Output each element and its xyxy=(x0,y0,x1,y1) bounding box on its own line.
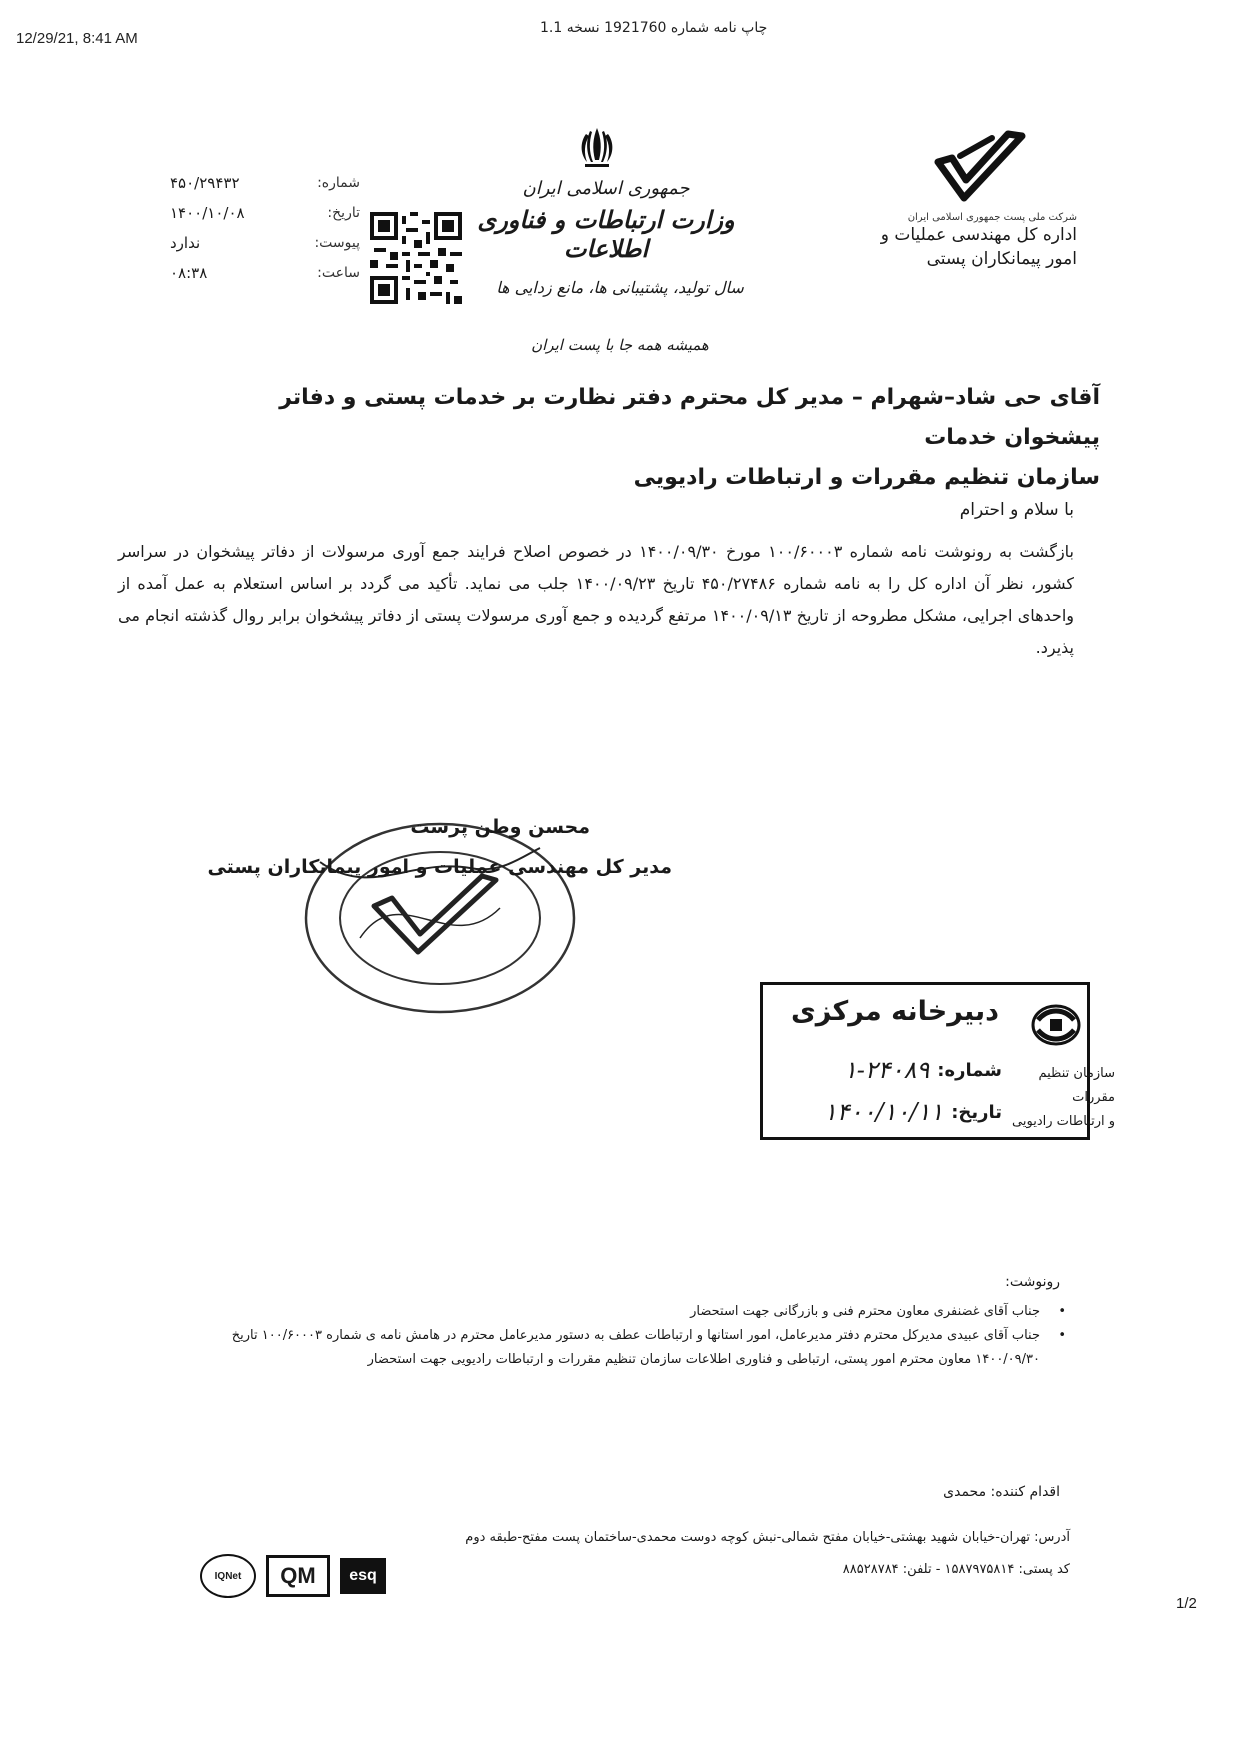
iqnet-logo-icon xyxy=(200,1554,256,1598)
post-dept-line1: اداره کل مهندسی عملیات و xyxy=(880,225,1077,245)
print-timestamp: 12/29/21, 8:41 AM xyxy=(16,30,138,47)
qm-logo-icon xyxy=(266,1555,330,1597)
attachment-value: ندارد xyxy=(170,234,201,252)
secretariat-title: دبیرخانه مرکزی xyxy=(790,996,1000,1027)
regulatory-org-logo-icon xyxy=(1030,1002,1082,1048)
meta-date xyxy=(170,198,360,228)
meta-number xyxy=(170,168,360,198)
iran-post-logo-icon xyxy=(930,128,1030,204)
esq-label: esq xyxy=(349,1567,377,1584)
meta-time xyxy=(170,258,360,288)
post-slogan: همیشه همه جا با پست ایران xyxy=(531,336,709,354)
number-label: شماره: xyxy=(317,175,360,191)
secretariat-number-value: ۱-۲۴۰۸۹ xyxy=(843,1056,930,1084)
iqnet-label: IQNet xyxy=(214,1570,242,1582)
time-value: ۰۸:۳۸ xyxy=(170,264,208,282)
time-label: ساعت: xyxy=(317,265,360,281)
cc-item xyxy=(168,1300,1066,1324)
page-number: 1/2 xyxy=(1176,1595,1197,1612)
post-dept-line2: امور پیمانکاران پستی xyxy=(926,249,1077,269)
ministry-name: وزارت ارتباطات و فناوری اطلاعات xyxy=(477,205,735,263)
secretariat-date-value: ۱۴۰۰/۱۰/۱۱ xyxy=(823,1098,944,1126)
company-seal xyxy=(300,818,580,1018)
bullet-icon: • xyxy=(1058,1304,1066,1319)
action-by xyxy=(840,1484,1060,1500)
qm-label: QM xyxy=(280,1563,316,1588)
date-label: تاریخ: xyxy=(327,205,360,221)
footer-postal-phone: کد پستی: ۱۵۸۷۹۷۵۸۱۴ - تلفن: ۸۸۵۲۸۷۸۴ xyxy=(842,1562,1070,1577)
secretariat-date-label: تاریخ: xyxy=(951,1101,1002,1123)
number-value: ۴۵۰/۲۹۴۳۲ xyxy=(170,174,240,192)
post-company-name: شرکت ملی پست جمهوری اسلامی ایران xyxy=(907,212,1077,223)
action-label: اقدام کننده: xyxy=(990,1484,1060,1500)
year-motto: سال تولید، پشتیبانی ها، مانع زدایی ها xyxy=(496,278,744,297)
cc-list xyxy=(168,1300,1066,1372)
esq-logo-icon xyxy=(340,1558,386,1594)
secretariat-org-line1: سازمان تنظیم مقررات xyxy=(1038,1066,1115,1105)
print-letter-number: چاپ نامه شماره 1921760 نسخه 1.1 xyxy=(540,20,768,36)
bullet-icon: • xyxy=(1058,1328,1066,1343)
country-name: جمهوری اسلامی ایران xyxy=(522,178,690,199)
secretariat-number-label: شماره: xyxy=(937,1059,1002,1081)
addressee-line2: سازمان تنظیم مقررات و ارتباطات رادیویی xyxy=(633,465,1100,490)
secretariat-org-line2: و ارتباطات رادیویی xyxy=(1012,1114,1115,1129)
action-value: محمدی xyxy=(943,1484,987,1500)
letter-metadata xyxy=(170,168,360,288)
ministry-letterhead xyxy=(456,178,756,263)
date-value: ۱۴۰۰/۱۰/۰۸ xyxy=(170,204,245,222)
cc-item xyxy=(168,1324,1066,1372)
footer-address: آدرس: تهران-خیابان شهید بهشتی-خیابان مفتح شمالی-نبش کوچه دوست محمدی-ساختمان پست مفتح-طبقه دوم xyxy=(465,1530,1070,1545)
letter-body: بازگشت به رونوشت نامه شماره ۱۰۰/۶۰۰۰۳ مورخ ۱۴۰۰/۰۹/۳۰ در خصوص اصلاح فرایند جمع آوری مرسولات از دفاتر پیشخوان در سراسر کشور، نظر آن اداره کل را به نامه شماره ۴۵۰/۲۷۴۸۶ تاریخ ۱۴۰۰/۰۹/۲۳ جلب می نماید. تأکید می گردد بر اساس استعلام به عمل آمده از واحدهای اجرایی، مشکل مطروحه از تاریخ ۱۴۰۰/۰۹/۱۳ مرتفع گردیده و جمع آوری مرسولات پستی از دفاتر پیشخوان برابر روال گذشته انجام می پذیرد. xyxy=(118,542,1074,657)
signer-title: مدیر کل مهندسی عملیات و امور پیمانکاران پستی xyxy=(207,856,672,878)
post-organization xyxy=(862,212,1077,271)
signer-name: محسن وطن پرست xyxy=(410,816,590,838)
certification-logos xyxy=(200,1554,386,1598)
cc-item-text: جناب آقای غضنفری معاون محترم فنی و بازرگانی جهت استحضار xyxy=(690,1304,1040,1319)
secretariat-date-row xyxy=(770,1098,1002,1126)
greeting: با سلام و احترام xyxy=(959,500,1074,520)
cc-item-text: جناب آقای عبیدی مدیرکل محترم دفتر مدیرعامل، امور استانها و ارتباطات عطف به دستور مدیرعامل محترم در هامش نامه ی شماره ۱۰۰/۶۰۰۰۳ تاریخ ۱۴۰۰/۰۹/۳۰ معاون محترم امور پستی، ارتباطی و فناوری اطلاعات سازمان تنظیم مقررات و ارتباطات رادیویی جهت استحضار xyxy=(231,1328,1040,1367)
qr-code[interactable] xyxy=(370,212,462,304)
attachment-label: پیوست: xyxy=(314,235,360,251)
addressee xyxy=(200,378,1100,498)
secretariat-org xyxy=(1005,1062,1115,1134)
secretariat-number-row xyxy=(770,1056,1002,1084)
addressee-line1: آقای حی شاد–شهرام – مدیر کل محترم دفتر نظارت بر خدمات پستی و دفاتر پیشخوان خدمات xyxy=(279,385,1100,450)
cc-heading: رونوشت: xyxy=(1005,1274,1060,1290)
iran-emblem-icon xyxy=(572,122,622,172)
meta-attachment xyxy=(170,228,360,258)
